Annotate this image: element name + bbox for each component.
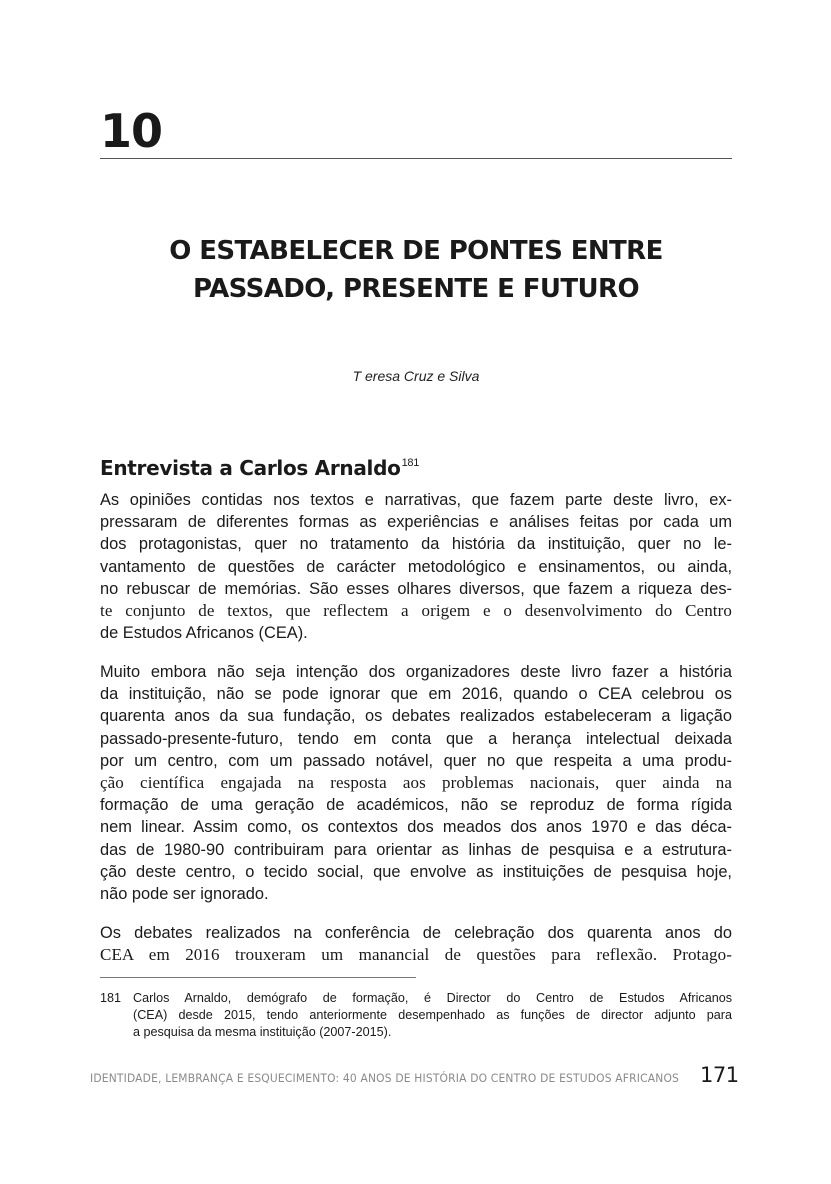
text-line: formação de uma geração de académicos, não se reproduz de forma rígida xyxy=(100,796,732,815)
footnote-divider xyxy=(100,977,416,978)
text-line: CEA em 2016 trouxeram um manancial de questões para reflexão. Protago- xyxy=(100,945,732,965)
page-number: 171 xyxy=(700,1063,739,1087)
text-line: por um centro, com um passado notável, quer no que respeita a uma produ- xyxy=(100,751,732,770)
footnote xyxy=(100,990,732,1041)
text-line: dos protagonistas, quer no tratamento da história da instituição, quer no le- xyxy=(100,535,732,554)
section-heading xyxy=(100,448,419,483)
section-heading-text: Entrevista a Carlos Arnaldo xyxy=(100,456,401,480)
text-line: quarenta anos da sua fundação, os debates realizados estabeleceram a ligação xyxy=(100,707,732,726)
footnote-text xyxy=(133,990,732,1041)
text-line: ção deste centro, o tecido social, que envolve as instituições de pesquisa hoje, xyxy=(100,862,732,881)
text-line: nem linear. Assim como, os contextos dos meados dos anos 1970 e das déca- xyxy=(100,818,732,837)
text-line: de Estudos Africanos (CEA). xyxy=(100,624,308,643)
text-line: no rebuscar de memórias. São esses olhares diversos, que fazem a riqueza des- xyxy=(100,579,732,598)
text-line: passado-presente-futuro, tendo em conta que a herança intelectual deixada xyxy=(100,729,732,748)
text-line: não pode ser ignorado. xyxy=(100,885,269,904)
text-line: das de 1980-90 contribuiram para orientar as linhas de pesquisa e a estrutura- xyxy=(100,840,732,859)
footnote-line: a pesquisa da mesma instituição (2007-2015). xyxy=(133,1025,392,1039)
text-line: As opiniões contidas nos textos e narrativas, que fazem parte deste livro, ex- xyxy=(100,491,732,509)
text-line: pressaram de diferentes formas as experiências e análises feitas por cada um xyxy=(100,513,732,532)
chapter-number: 10 xyxy=(100,104,163,158)
text-line: ção científica engajada na resposta aos problemas nacionais, quer ainda na xyxy=(100,773,732,793)
running-footer-title: IDENTIDADE, LEMBRANÇA E ESQUECIMENTO: 40 ANOS DE HISTÓRIA DO CENTRO DE ESTUDOS AFRICANOS xyxy=(90,1071,680,1085)
chapter-title-line: O ESTABELECER DE PONTES ENTRE xyxy=(169,236,663,266)
chapter-title xyxy=(100,232,732,308)
paragraph xyxy=(100,922,732,966)
footnote-number: 181 xyxy=(100,991,122,1005)
paragraph xyxy=(100,661,732,905)
chapter-divider xyxy=(100,158,732,159)
text-line: da instituição, não se pode ignorar que em 2016, quando o CEA celebrou os xyxy=(100,685,732,704)
text-line: Muito embora não seja intenção dos organizadores deste livro fazer a história xyxy=(100,663,732,681)
footnote-line: Carlos Arnaldo, demógrafo de formação, é Director do Centro de Estudos Africanos xyxy=(133,991,732,1005)
chapter-author: T eresa Cruz e Silva xyxy=(352,368,480,384)
footnote-line: (CEA) desde 2015, tendo anteriormente desempenhado as funções de director adjunto para xyxy=(133,1008,732,1022)
footnote-reference: 181 xyxy=(401,457,420,469)
text-line: Os debates realizados na conferência de celebração dos quarenta anos do xyxy=(100,924,732,942)
text-line: vantamento de questões de carácter metodológico e ensinamentos, ou ainda, xyxy=(100,557,732,576)
paragraph xyxy=(100,489,732,644)
text-line: te conjunto de textos, que reflectem a origem e o desenvolvimento do Centro xyxy=(100,601,732,621)
chapter-title-line: PASSADO, PRESENTE E FUTURO xyxy=(193,274,639,304)
